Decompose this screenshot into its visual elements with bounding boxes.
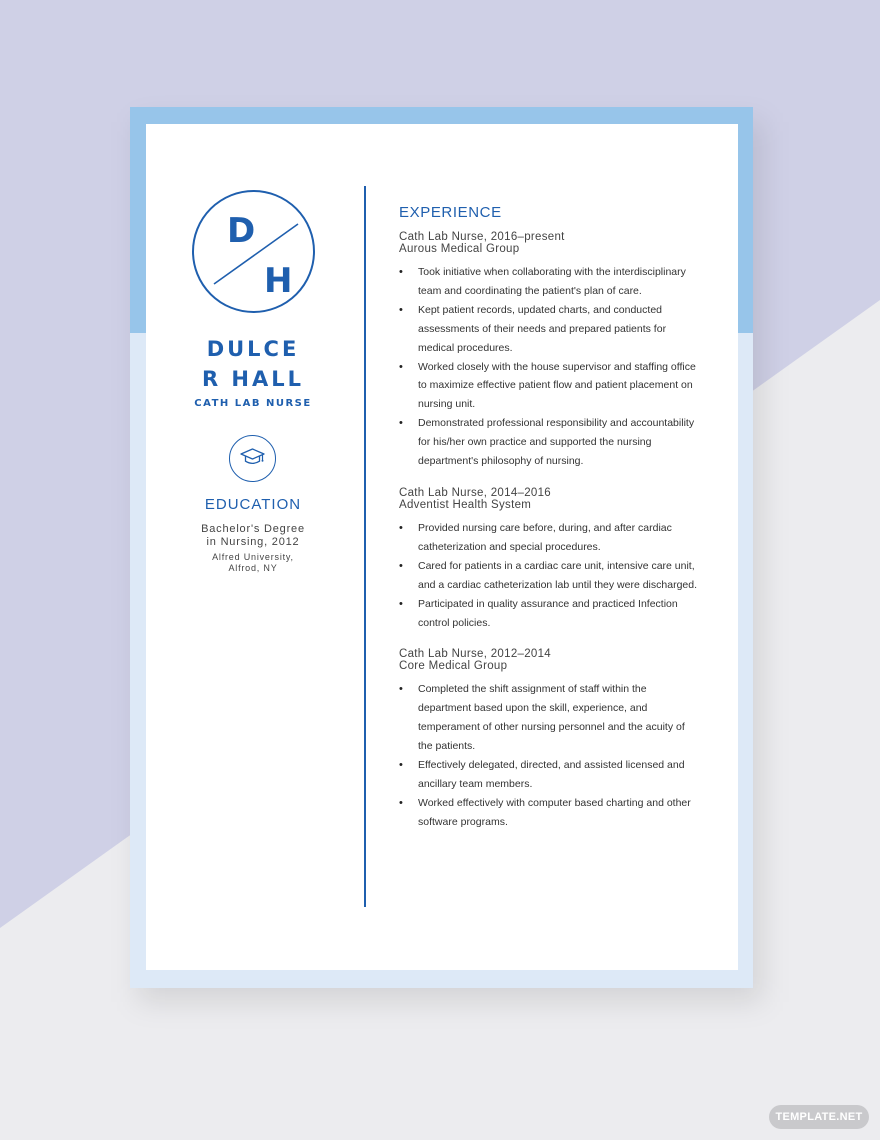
experience-position: Cath Lab Nurse, 2016–present	[399, 231, 565, 243]
monogram-slash	[194, 192, 313, 311]
experience-company: Aurous Medical Group	[399, 243, 520, 255]
experience-entry	[399, 487, 699, 632]
experience-company: Adventist Health System	[399, 498, 532, 511]
experience-bullet: • Demonstrated professional responsibility and accountability for his/her own practice and supported the nursing department's philosophy of nursing.	[399, 414, 699, 471]
monogram-second-initial: H	[264, 261, 293, 301]
right-column	[399, 204, 699, 848]
education-heading: EDUCATION	[204, 496, 302, 513]
education-degree: Bachelor's Degree in Nursing, 2012	[201, 523, 305, 548]
experience-bullets	[399, 263, 699, 471]
experience-bullet: • Completed the shift assignment of staff within the department based upon the skill, experience, and temperament of other nursing personnel and the acuity of the patients.	[399, 680, 699, 756]
column-divider	[364, 186, 366, 907]
candidate-name-line: R HALL	[201, 367, 305, 391]
candidate-name	[146, 334, 360, 394]
experience-bullet: • Worked effectively with computer based charting and other software programs.	[399, 794, 699, 832]
experience-entry	[399, 648, 699, 831]
graduation-cap-icon	[229, 435, 276, 482]
left-column	[146, 124, 360, 970]
experience-heading: EXPERIENCE	[399, 204, 502, 221]
monogram-badge	[192, 190, 315, 313]
experience-bullet: • Participated in quality assurance and practiced Infection control policies.	[399, 595, 699, 633]
template-watermark: TEMPLATE.NET	[769, 1105, 869, 1129]
experience-entry	[399, 231, 699, 471]
experience-bullet: • Provided nursing care before, during, and after cardiac catheterization and special procedures.	[399, 519, 699, 557]
experience-bullet: • Kept patient records, updated charts, and conducted assessments of their needs and prepared patients for medical procedures.	[399, 301, 699, 358]
experience-position: Cath Lab Nurse, 2014–2016	[399, 486, 551, 499]
experience-bullet: • Effectively delegated, directed, and assisted licensed and ancillary team members.	[399, 756, 699, 794]
experience-bullet: • Took initiative when collaborating with the interdisciplinary team and coordinating the patient's plan of care.	[399, 263, 699, 301]
experience-bullet: • Cared for patients in a cardiac care unit, intensive care unit, and a cardiac catheterization lab until they were discharged.	[399, 557, 699, 595]
experience-bullet: • Worked closely with the house supervisor and staffing office to maximize effective patient flow and patient placement on nursing unit.	[399, 358, 699, 415]
experience-list	[399, 231, 699, 832]
monogram-first-initial: D	[227, 211, 256, 251]
education-school: Alfred University, Alfrod, NY	[212, 552, 294, 573]
job-title: CATH LAB NURSE	[194, 398, 312, 409]
candidate-name-line: DULCE	[206, 337, 300, 361]
experience-position: Cath Lab Nurse, 2012–2014	[399, 648, 551, 661]
experience-company: Core Medical Group	[399, 660, 508, 673]
experience-bullets	[399, 680, 699, 831]
experience-bullets	[399, 519, 699, 632]
resume-page	[146, 124, 738, 970]
